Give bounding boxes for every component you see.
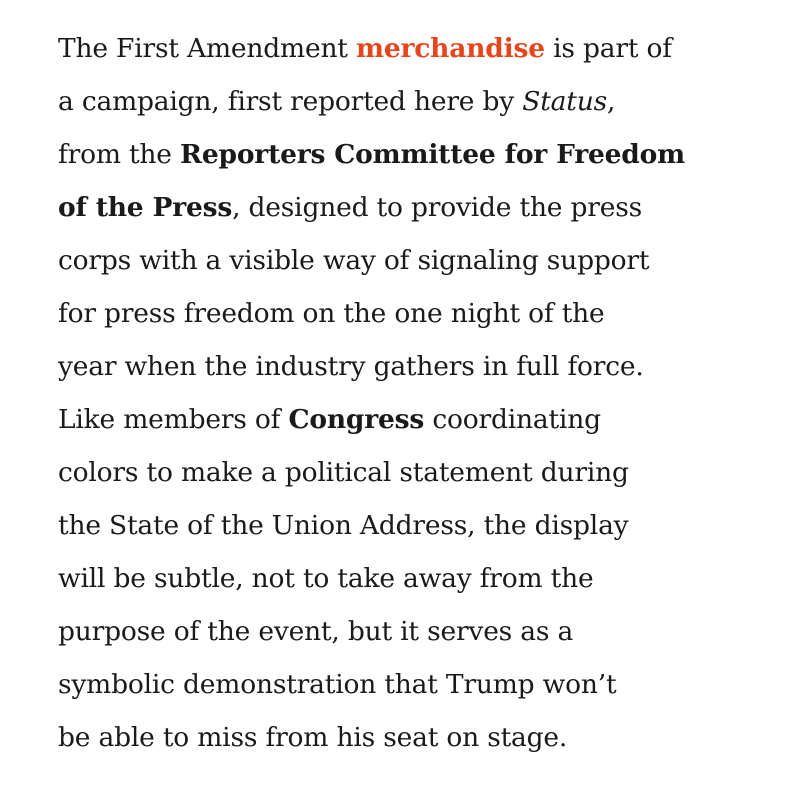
text-run: Like members of <box>58 404 289 435</box>
text-run: from the <box>58 139 181 170</box>
text-line <box>58 605 760 658</box>
merchandise-link[interactable]: merchandise <box>355 33 545 64</box>
organization-name: Reporters Committee for Freedom <box>180 139 685 170</box>
text-run: corps with a visible way of signaling support <box>58 245 650 276</box>
text-run: the State of the Union Address, the display <box>58 510 629 541</box>
text-line <box>58 711 760 764</box>
text-line <box>58 75 760 128</box>
text-run: The First Amendment <box>58 33 356 64</box>
text-run: year when the industry gathers in full force. <box>58 351 644 382</box>
text-run: coordinating <box>424 404 601 435</box>
article-paragraph <box>58 22 760 764</box>
text-line <box>58 287 760 340</box>
text-line <box>58 128 760 181</box>
text-run: symbolic demonstration that Trump won’t <box>58 669 617 700</box>
text-line <box>58 22 760 75</box>
text-run: will be subtle, not to take away from the <box>58 563 594 594</box>
text-line <box>58 340 760 393</box>
publication-name: Status <box>522 86 607 117</box>
congress-term: Congress <box>288 404 425 435</box>
text-line <box>58 552 760 605</box>
text-run: , designed to provide the press <box>232 192 643 223</box>
text-run: be able to miss from his seat on stage. <box>58 722 568 753</box>
text-run: , <box>607 86 616 117</box>
text-line <box>58 499 760 552</box>
text-run: a campaign, first reported here by <box>58 86 523 117</box>
text-run: purpose of the event, but it serves as a <box>58 616 574 647</box>
text-line <box>58 446 760 499</box>
text-line <box>58 658 760 711</box>
text-run: for press freedom on the one night of the <box>58 298 605 329</box>
text-run: is part of <box>544 33 672 64</box>
text-line <box>58 181 760 234</box>
text-line <box>58 234 760 287</box>
text-run: colors to make a political statement during <box>58 457 629 488</box>
organization-name: of the Press <box>58 192 233 223</box>
text-line <box>58 393 760 446</box>
